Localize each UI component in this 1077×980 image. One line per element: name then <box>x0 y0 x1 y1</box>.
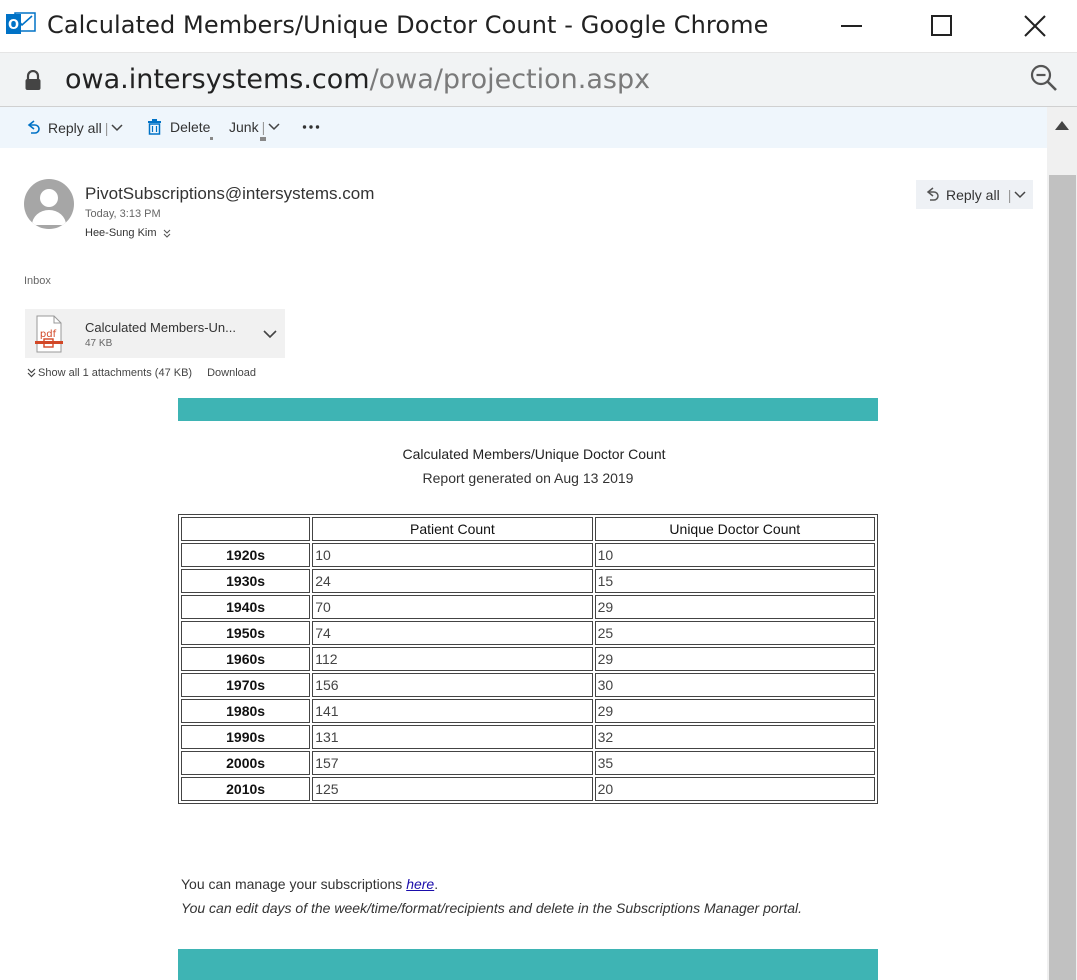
doctor-count-cell: 29 <box>595 595 875 619</box>
window-title: Calculated Members/Unique Doctor Count - Google Chrome <box>47 11 769 39</box>
column-header: Patient Count <box>312 517 592 541</box>
table-row <box>181 725 875 749</box>
doctor-count-cell: 32 <box>595 725 875 749</box>
patient-count-cell: 24 <box>312 569 592 593</box>
close-window-button[interactable] <box>995 0 1075 52</box>
attachment-size: 47 KB <box>85 338 113 349</box>
clipped-glyphs <box>200 137 280 151</box>
triangle-up-icon <box>1047 107 1077 143</box>
row-label: 2010s <box>181 777 310 801</box>
report-title: Calculated Members/Unique Doctor Count <box>402 446 666 462</box>
svg-text:O: O <box>7 18 20 33</box>
chevron-down-icon[interactable] <box>268 123 280 131</box>
patient-count-cell: 112 <box>312 647 592 671</box>
double-chevron-down-icon[interactable] <box>163 229 171 238</box>
reply-all-icon <box>924 186 940 204</box>
trash-icon <box>148 119 161 135</box>
patient-count-cell: 10 <box>312 543 592 567</box>
chevron-down-icon[interactable] <box>1014 191 1026 199</box>
table-row <box>181 569 875 593</box>
table-row <box>181 777 875 801</box>
person-icon <box>24 179 74 229</box>
manage-prefix: You can manage your subscriptions <box>181 876 407 892</box>
patient-count-cell: 131 <box>312 725 592 749</box>
folder-label: Inbox <box>24 275 51 287</box>
scrollbar-thumb[interactable] <box>1049 175 1076 980</box>
row-label: 2000s <box>181 751 310 775</box>
minimize-icon <box>841 24 863 28</box>
manage-subscriptions-text <box>181 876 438 892</box>
column-header: Unique Doctor Count <box>595 517 875 541</box>
header-band <box>178 398 878 421</box>
maximize-icon <box>931 15 953 37</box>
patient-count-cell: 157 <box>312 751 592 775</box>
separator: | <box>1007 186 1012 203</box>
close-icon <box>1023 14 1047 38</box>
scrolled-off-text <box>200 137 280 151</box>
mail-toolbar <box>0 107 1047 148</box>
junk-label: Junk <box>229 119 259 135</box>
more-actions-button[interactable] <box>302 117 320 133</box>
avatar[interactable] <box>24 179 74 229</box>
show-all-attachments-label: Show all 1 attachments (47 KB) <box>38 367 193 379</box>
manage-subscriptions-link[interactable]: here <box>406 876 435 892</box>
row-label: 1940s <box>181 595 310 619</box>
table-row <box>181 699 875 723</box>
doctor-count-cell: 10 <box>595 543 875 567</box>
download-link[interactable]: Download <box>207 367 256 379</box>
url-path: /owa/projection.aspx <box>369 64 651 95</box>
reply-all-label: Reply all <box>48 120 102 136</box>
table-row <box>181 543 875 567</box>
reply-all-icon <box>25 119 41 137</box>
delete-label: Delete <box>170 119 211 135</box>
junk-button[interactable] <box>229 119 280 135</box>
delete-button[interactable] <box>148 119 210 135</box>
recipient[interactable] <box>85 227 171 239</box>
row-label: 1920s <box>181 543 310 567</box>
patient-count-cell: 141 <box>312 699 592 723</box>
reply-all-button[interactable] <box>25 119 123 137</box>
double-chevron-down-icon <box>27 368 36 378</box>
table-header-row <box>181 517 875 541</box>
minimize-button[interactable] <box>812 0 892 52</box>
table-row <box>181 673 875 697</box>
doctor-count-cell: 15 <box>595 569 875 593</box>
report-table <box>178 514 878 804</box>
attachment-card[interactable] <box>25 309 285 358</box>
row-label: 1990s <box>181 725 310 749</box>
lock-icon <box>24 70 42 90</box>
chevron-down-icon[interactable] <box>263 330 277 339</box>
row-label: 1930s <box>181 569 310 593</box>
separator: | <box>261 119 266 135</box>
doctor-count-cell: 30 <box>595 673 875 697</box>
report-subtitle: Report generated on Aug 13 2019 <box>422 470 634 486</box>
patient-count-cell: 70 <box>312 595 592 619</box>
footer-band <box>178 949 878 980</box>
sender-address[interactable]: PivotSubscriptions@intersystems.com <box>85 184 375 203</box>
row-label: 1970s <box>181 673 310 697</box>
show-all-attachments-link[interactable] <box>27 367 192 379</box>
more-icon <box>302 117 320 133</box>
pdf-type-label: pdf <box>39 329 57 340</box>
patient-count-cell: 74 <box>312 621 592 645</box>
reply-all-label: Reply all <box>946 186 1000 203</box>
separator: | <box>104 120 109 136</box>
patient-count-cell: 156 <box>312 673 592 697</box>
reply-all-message-button[interactable] <box>916 180 1033 209</box>
attachment-links <box>27 367 256 379</box>
url-text[interactable] <box>65 64 650 95</box>
zoom-out-icon[interactable] <box>1030 64 1058 92</box>
url-host: owa.intersystems.com <box>65 64 370 95</box>
pdf-file-icon <box>33 315 65 353</box>
doctor-count-cell: 29 <box>595 647 875 671</box>
doctor-count-cell: 29 <box>595 699 875 723</box>
doctor-count-cell: 35 <box>595 751 875 775</box>
received-time: Today, 3:13 PM <box>85 208 161 220</box>
manage-suffix: . <box>434 876 439 892</box>
scroll-up-button[interactable] <box>1047 107 1077 143</box>
chevron-down-icon[interactable] <box>111 124 123 132</box>
doctor-count-cell: 20 <box>595 777 875 801</box>
patient-count-cell: 125 <box>312 777 592 801</box>
maximize-button[interactable] <box>902 0 982 52</box>
table-row <box>181 595 875 619</box>
window-titlebar <box>0 0 1077 53</box>
table-row <box>181 751 875 775</box>
doctor-count-cell: 25 <box>595 621 875 645</box>
row-label: 1980s <box>181 699 310 723</box>
recipient-name: Hee-Sung Kim <box>85 227 157 239</box>
row-label: 1960s <box>181 647 310 671</box>
row-label: 1950s <box>181 621 310 645</box>
column-header <box>181 517 310 541</box>
edit-note: You can edit days of the week/time/format/recipients and delete in the Subscriptions Manager portal. <box>181 900 803 916</box>
table-row <box>181 621 875 645</box>
outlook-icon <box>6 10 36 38</box>
address-bar[interactable] <box>0 53 1077 107</box>
table-row <box>181 647 875 671</box>
attachment-name: Calculated Members-Un... <box>85 320 236 335</box>
